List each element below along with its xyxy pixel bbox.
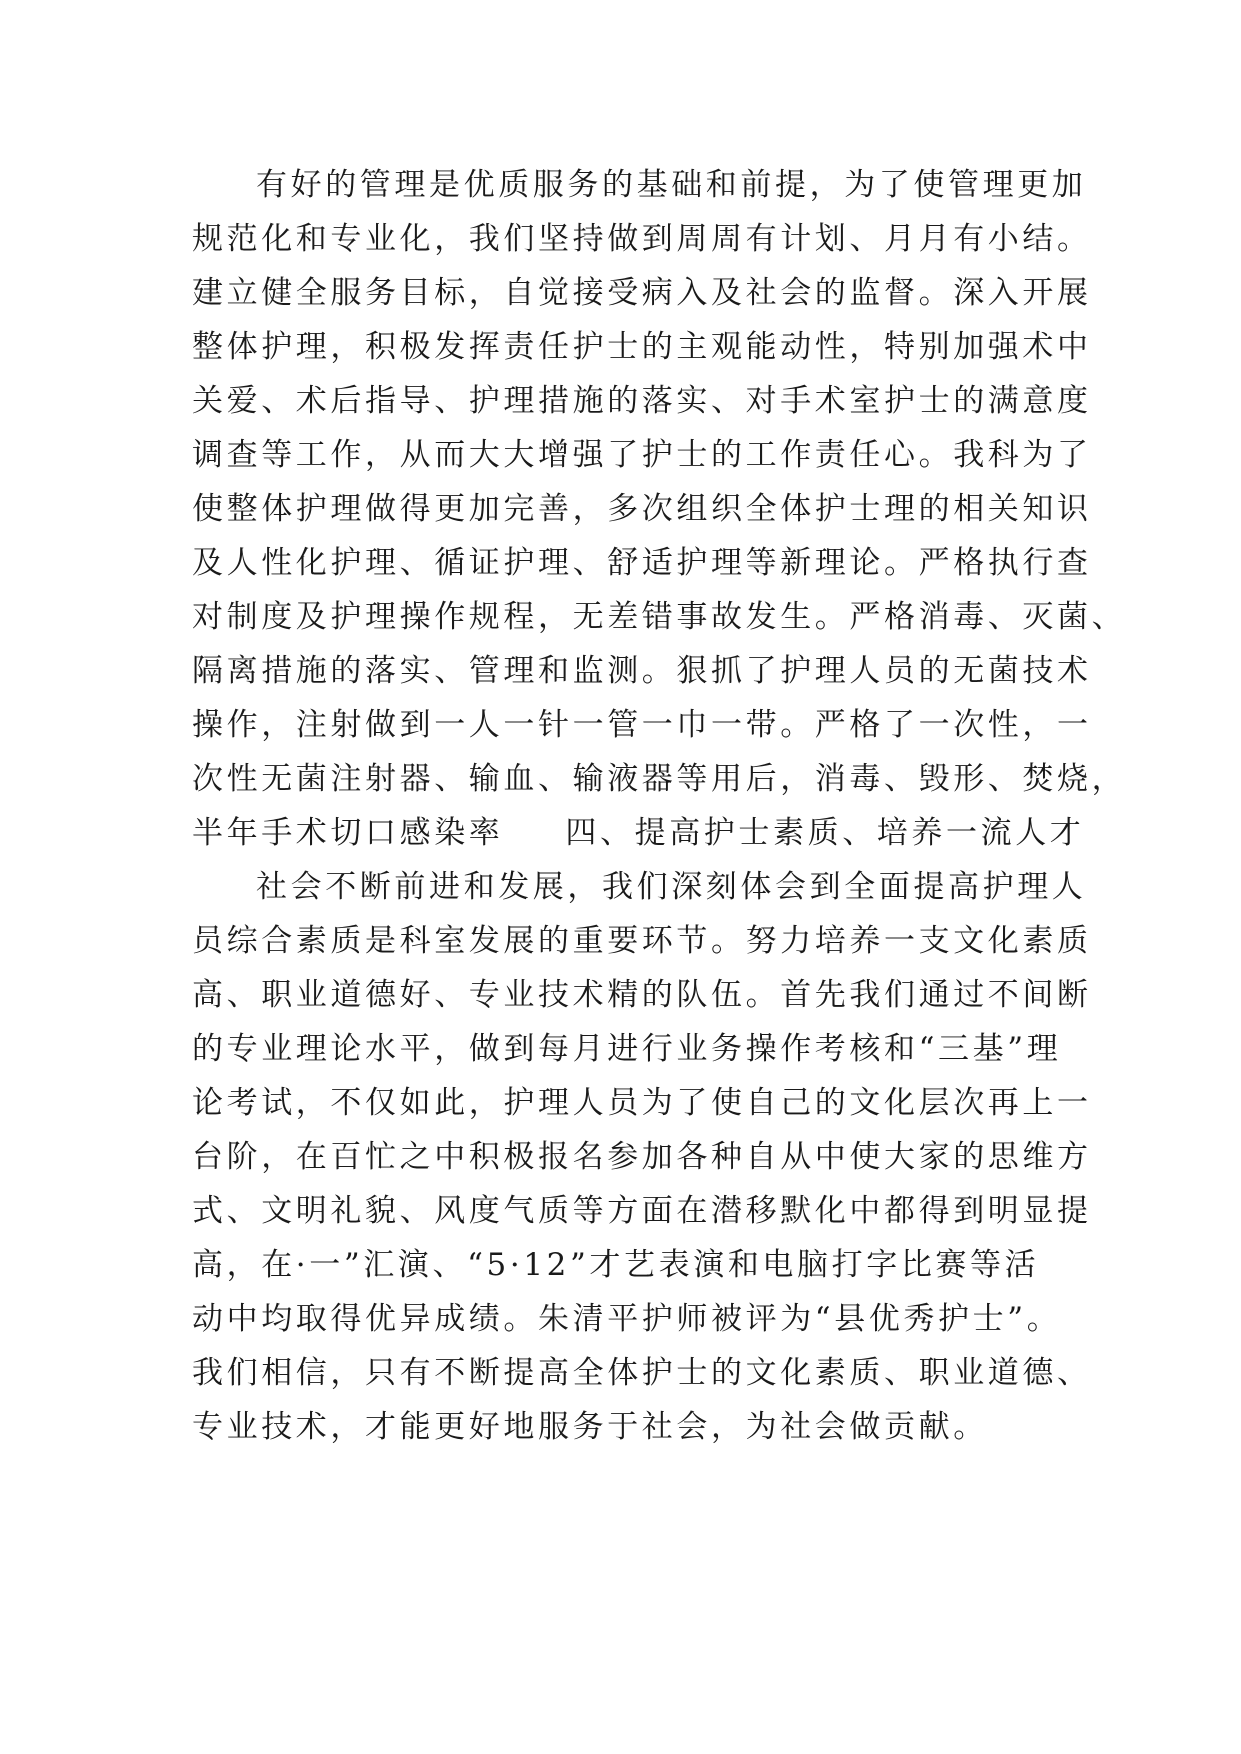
split-line [192, 806, 1085, 860]
paragraph-line: 社会不断前进和发展，我们深刻体会到全面提高护理人 [256, 869, 1087, 905]
paragraph-line: 高、职业道德好、专业技术精的队伍。首先我们通过不间断 [192, 977, 1092, 1013]
paragraph-line: 有好的管理是优质服务的基础和前提，为了使管理更加 [256, 167, 1087, 203]
paragraph-line: 隔离措施的落实、管理和监测。狠抓了护理人员的无菌技术 [192, 653, 1092, 689]
paragraph-line: 高，在·一”汇演、“5·12”才艺表演和电脑打字比赛等活 [192, 1247, 1040, 1283]
paragraph-line: 及人性化护理、循证护理、舒适护理等新理论。严格执行查 [192, 545, 1092, 581]
paragraph-line: 对制度及护理操作规程，无差错事故发生。严格消毒、灭菌、 [192, 599, 1127, 635]
paragraph-line: 操作，注射做到一人一针一管一巾一带。严格了一次性，一 [192, 707, 1092, 743]
paragraph-line: 调查等工作，从而大大增强了护士的工作责任心。我科为了 [192, 437, 1092, 473]
paragraph-line: 论考试，不仅如此，护理人员为了使自己的文化层次再上一 [192, 1085, 1092, 1121]
paragraph-line: 整体护理，积极发挥责任护士的主观能动性，特别加强术中 [192, 329, 1092, 365]
paragraph-line: 的专业理论水平，做到每月进行业务操作考核和“三基”理 [192, 1031, 1062, 1067]
paragraph-line: 式、文明礼貌、风度气质等方面在潜移默化中都得到明显提 [192, 1193, 1092, 1229]
paragraph-line: 员综合素质是科室发展的重要环节。努力培养一支文化素质 [192, 923, 1092, 959]
section-heading: 四、提高护士素质、培养一流人才 [565, 815, 1085, 851]
paragraph-line: 关爱、术后指导、护理措施的落实、对手术室护士的满意度 [192, 383, 1092, 419]
split-line-left: 半年手术切口感染率 [192, 815, 504, 851]
paragraph-line: 专业技术，才能更好地服务于社会，为社会做贡献。 [192, 1409, 988, 1445]
paragraph-line: 使整体护理做得更加完善，多次组织全体护士理的相关知识 [192, 491, 1092, 527]
paragraph-line: 建立健全服务目标，自觉接受病入及社会的监督。深入开展 [192, 275, 1092, 311]
paragraph-line: 台阶，在百忙之中积极报名参加各种自从中使大家的思维方 [192, 1139, 1092, 1175]
paragraph-line: 动中均取得优异成绩。朱清平护师被评为“县优秀护士”。 [192, 1301, 1062, 1337]
paragraph-line: 规范化和专业化，我们坚持做到周周有计划、月月有小结。 [192, 221, 1092, 257]
paragraph-line: 我们相信，只有不断提高全体护士的文化素质、职业道德、 [192, 1355, 1092, 1391]
paragraph-line: 次性无菌注射器、输血、输液器等用后，消毒、毁形、焚烧， [192, 761, 1127, 797]
body-text [192, 158, 1127, 1454]
